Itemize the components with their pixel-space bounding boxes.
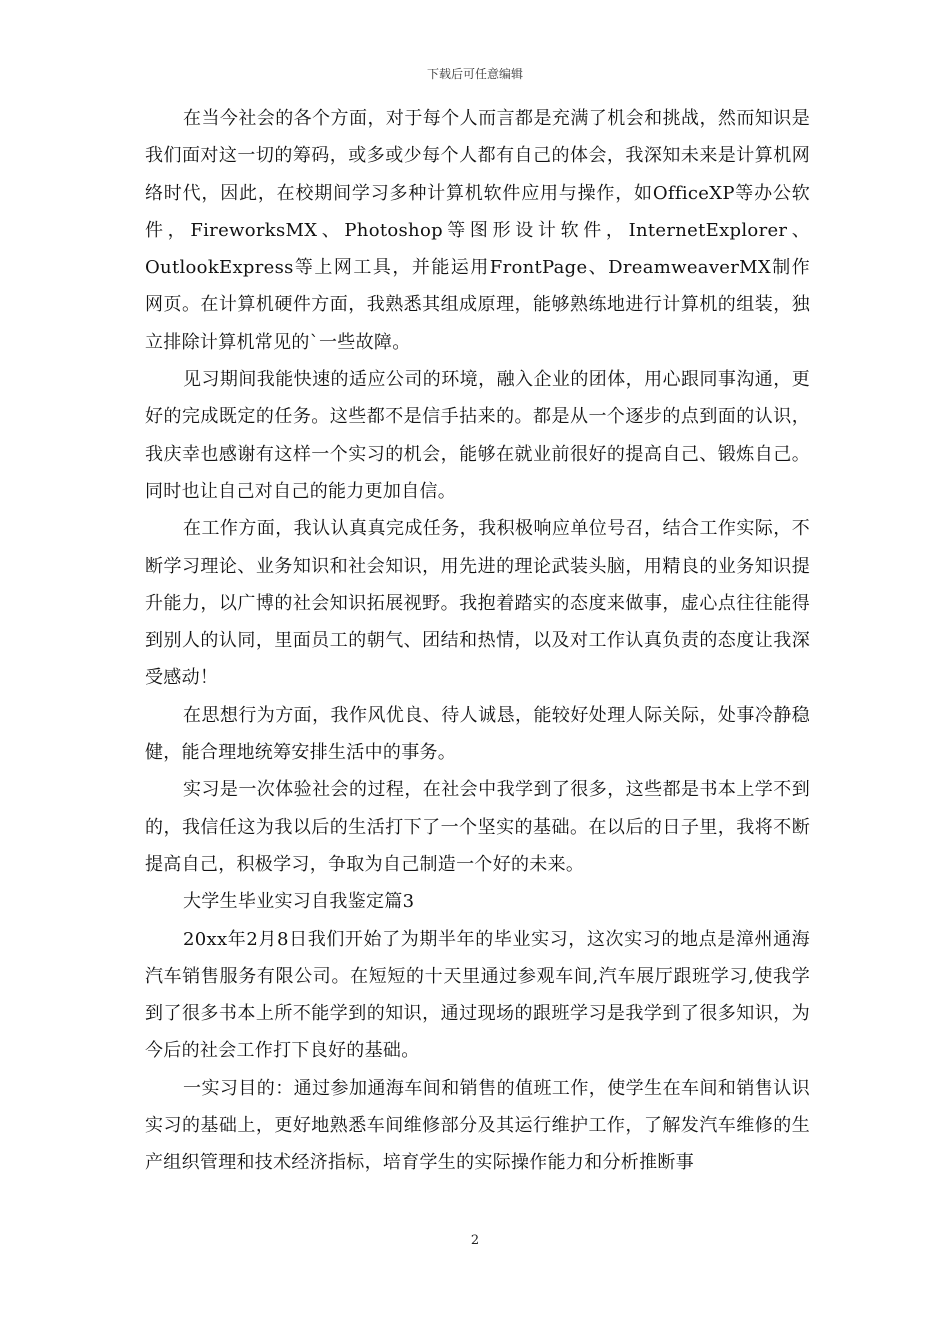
paragraph-internship-purpose: 一实习目的：通过参加通海车间和销售的值班工作，使学生在车间和销售认识实习的基础上，更好地熟悉车间维修部分及其运行维护工作，了解发汽车维修的生产组织管理和技术经济指标，培育学生的实际操作能力和分析推断事 — [145, 1077, 810, 1174]
paragraph-work-attitude: 在工作方面，我认认真真完成任务，我积极响应单位号召，结合工作实际，不断学习理论、业务知识和社会知识，用先进的理论武装头脑，用精良的业务知识提升能力，以广博的社会知识拓展视野。我抱着踏实的态度来做事，虚心点往往能得到别人的认同，里面员工的朝气、团结和热情，以及对工作认真负责的态度让我深受感动！ — [145, 518, 810, 689]
paragraph-internship-intro: 20xx年2月8日我们开始了为期半年的毕业实习，这次实习的地点是漳州通海汽车销售服务有限公司。在短短的十天里通过参观车间,汽车展厅跟班学习,使我学到了很多书本上所不能学到的知识，通过现场的跟班学习是我学到了很多知识，为今后的社会工作打下良好的基础。 — [145, 928, 810, 1062]
paragraph-conduct: 在思想行为方面，我作风优良、待人诚恳，能较好处理人际关际，处事冷静稳健，能合理地统筹安排生活中的事务。 — [145, 704, 810, 764]
document-body — [145, 100, 810, 1182]
paragraph-computer-skills: 在当今社会的各个方面，对于每个人而言都是充满了机会和挑战，然而知识是我们面对这一切的筹码，或多或少每个人都有自己的体会，我深知未来是计算机网络时代，因此，在校期间学习多种计算机软件应用与操作，如OfficeXP等办公软件，FireworksMX、Photoshop等图形设计软件，InternetExplorer、OutlookExpress等上网工具，并能运用FrontPage、DreamweaverMX制作网页。在计算机硬件方面，我熟悉其组成原理，能够熟练地进行计算机的组装，独立排除计算机常见的`一些故障。 — [145, 108, 810, 353]
paragraph-internship-summary: 实习是一次体验社会的过程，在社会中我学到了很多，这些都是书本上学不到的，我信任这为我以后的生活打下了一个坚实的基础。在以后的日子里，我将不断提高自己，积极学习，争取为自己制造一个好的未来。 — [145, 779, 810, 875]
paragraph-internship-adaptation: 见习期间我能快速的适应公司的环境，融入企业的团体，用心跟同事沟通，更好的完成既定的任务。这些都不是信手拈来的。都是从一个逐步的点到面的认识，我庆幸也感谢有这样一个实习的机会，能够在就业前很好的提高自己、锻炼自己。同时也让自己对自己的能力更加自信。 — [145, 369, 810, 502]
page-header: 下载后可任意编辑 — [426, 67, 523, 81]
section-heading: 大学生毕业实习自我鉴定篇3 — [183, 891, 415, 913]
page-number: 2 — [470, 1233, 480, 1248]
